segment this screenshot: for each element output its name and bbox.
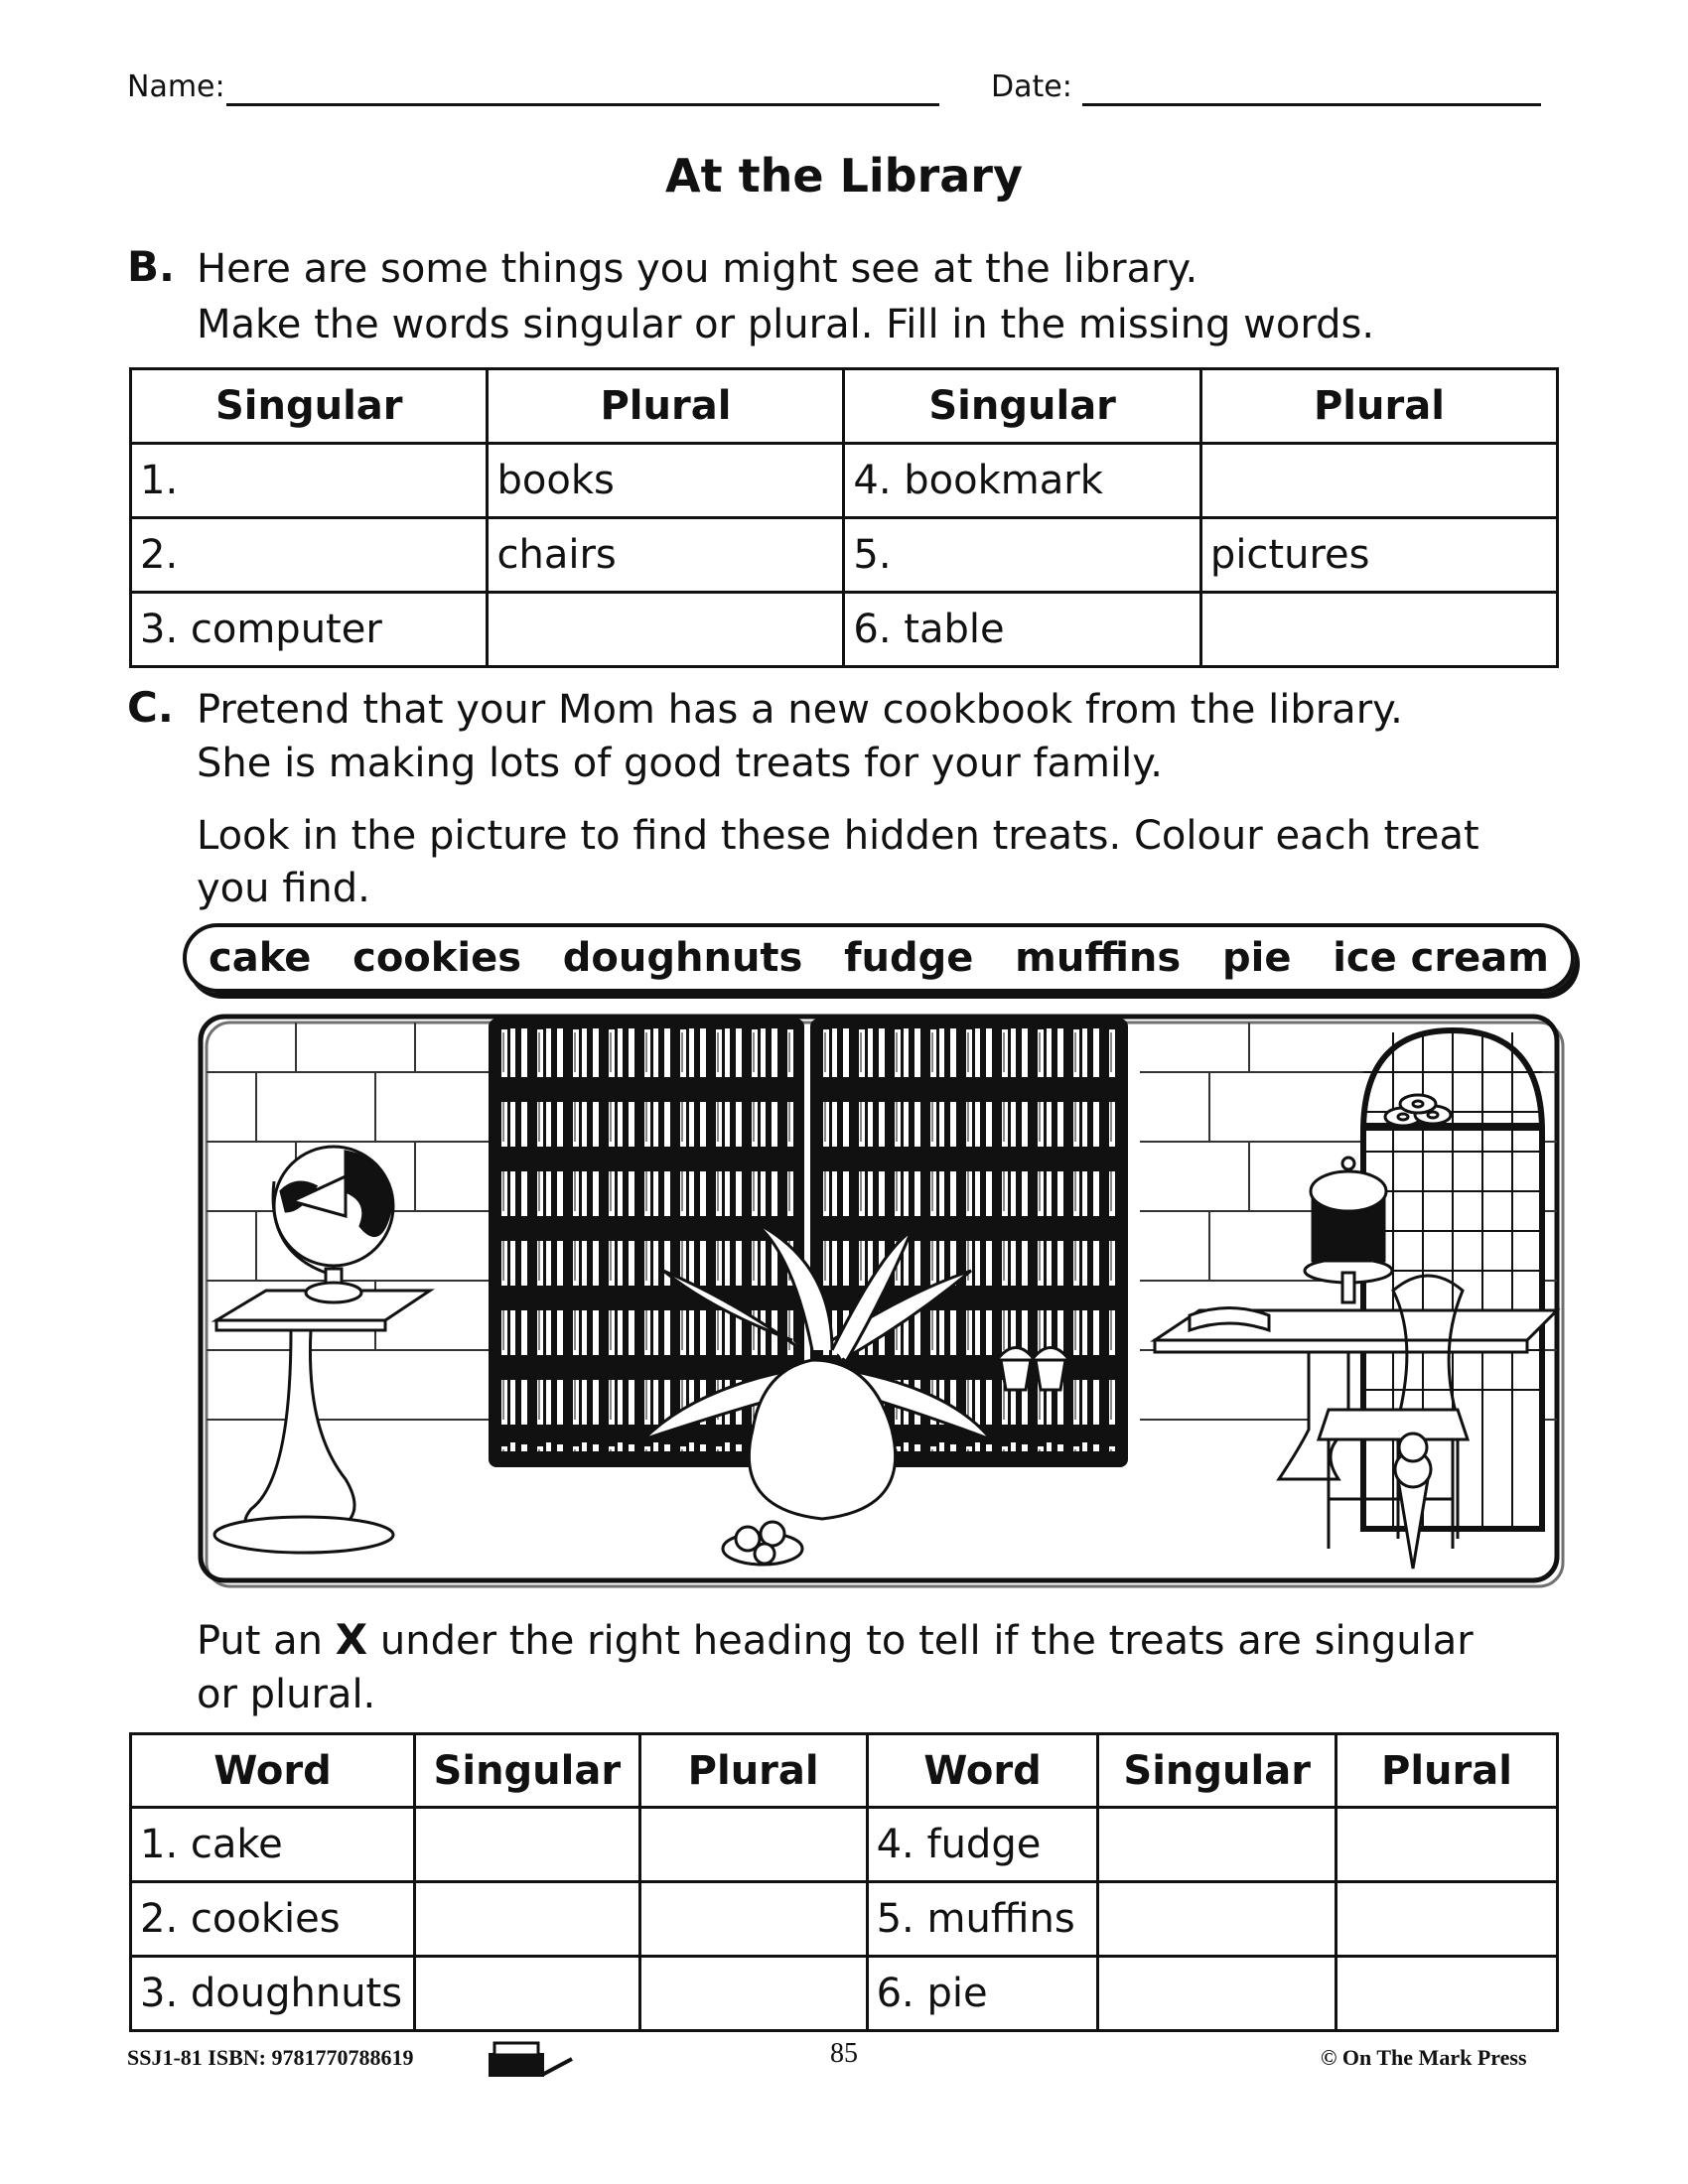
table-cell: 2. cookies [131, 1882, 415, 1957]
header-plural-1: Plural [488, 369, 844, 444]
table-cell[interactable]: 3. computer [131, 593, 488, 667]
header-singular-2: Singular [1098, 1734, 1336, 1808]
footer-copyright: © On The Mark Press [1321, 2045, 1527, 2070]
table-cell[interactable]: books [488, 444, 844, 518]
table-cell[interactable]: 2. [131, 518, 488, 593]
instruction-x: X [335, 1615, 368, 1664]
header-singular-1: Singular [414, 1734, 639, 1808]
table-cell[interactable] [639, 1882, 867, 1957]
word-bank-item: pie [1221, 935, 1292, 981]
table-cell[interactable] [1336, 1882, 1557, 1957]
instruction-part1: Put an [197, 1618, 324, 1664]
date-label: Date: [991, 69, 1072, 104]
hidden-cake [1305, 1158, 1392, 1302]
table-cell[interactable] [1098, 1882, 1336, 1957]
header-word-2: Word [867, 1734, 1098, 1808]
section-b-line1: Here are some things you might see at the library. [197, 246, 1198, 292]
singular-plural-table [129, 367, 1559, 668]
table-cell[interactable]: pictures [1200, 518, 1557, 593]
table-cell[interactable]: 6. table [844, 593, 1201, 667]
section-b-line2: Make the words singular or plural. Fill in the missing words. [197, 302, 1375, 347]
table-cell[interactable]: chairs [488, 518, 844, 593]
section-c-letter: C. [127, 683, 174, 732]
word-bank-item: fudge [844, 935, 974, 981]
footer-code: SSJ1-81 ISBN: 9781770788619 [127, 2045, 414, 2070]
section-b-letter: B. [127, 242, 175, 291]
table-cell[interactable]: 1. [131, 444, 488, 518]
instruction-line2: or plural. [197, 1672, 376, 1717]
name-label: Name: [127, 69, 225, 104]
library-picture [197, 1013, 1567, 1593]
page-number: 85 [830, 2038, 858, 2069]
word-bank-item: cake [209, 935, 312, 981]
header-plural-1: Plural [639, 1734, 867, 1808]
header-plural-2: Plural [1200, 369, 1557, 444]
table-cell[interactable]: 4. bookmark [844, 444, 1201, 518]
table-cell[interactable] [414, 1882, 639, 1957]
date-field[interactable] [1082, 103, 1541, 106]
table-cell[interactable] [488, 593, 844, 667]
table-cell: 4. fudge [867, 1808, 1098, 1882]
word-bank-item: doughnuts [562, 935, 803, 981]
page-title: At the Library [665, 149, 1023, 203]
table-cell: 1. cake [131, 1808, 415, 1882]
table-cell: 6. pie [867, 1957, 1098, 2031]
section-c-line1: Pretend that your Mom has a new cookbook from the library. [197, 687, 1403, 733]
table-cell[interactable] [414, 1957, 639, 2031]
section-c-line3: Look in the picture to find these hidden treats. Colour each treat [197, 813, 1479, 859]
word-bank [183, 923, 1575, 993]
table-cell[interactable] [1098, 1808, 1336, 1882]
header-plural-2: Plural [1336, 1734, 1557, 1808]
instruction-line1 [197, 1613, 1474, 1668]
instruction-part2: under the right heading to tell if the treats are singular [379, 1618, 1474, 1664]
table-cell[interactable] [639, 1957, 867, 2031]
table-cell[interactable]: 5. [844, 518, 1201, 593]
name-field[interactable] [226, 103, 939, 106]
word-bank-item: cookies [352, 935, 522, 981]
table-cell[interactable] [1336, 1808, 1557, 1882]
table-cell: 5. muffins [867, 1882, 1098, 1957]
publisher-logo-icon [485, 2035, 576, 2081]
table-cell[interactable] [1336, 1957, 1557, 2031]
treats-table [129, 1732, 1559, 2032]
table-cell[interactable] [639, 1808, 867, 1882]
header-singular-2: Singular [844, 369, 1201, 444]
header-word-1: Word [131, 1734, 415, 1808]
section-c-line4: you find. [197, 866, 370, 911]
table-cell[interactable] [414, 1808, 639, 1882]
section-c-line2: She is making lots of good treats for your family. [197, 741, 1163, 786]
table-cell[interactable] [1098, 1957, 1336, 2031]
table-cell: 3. doughnuts [131, 1957, 415, 2031]
table-cell[interactable] [1200, 444, 1557, 518]
word-bank-item: muffins [1015, 935, 1182, 981]
table-cell[interactable] [1200, 593, 1557, 667]
word-bank-item: ice cream [1333, 935, 1549, 981]
header-singular-1: Singular [131, 369, 488, 444]
